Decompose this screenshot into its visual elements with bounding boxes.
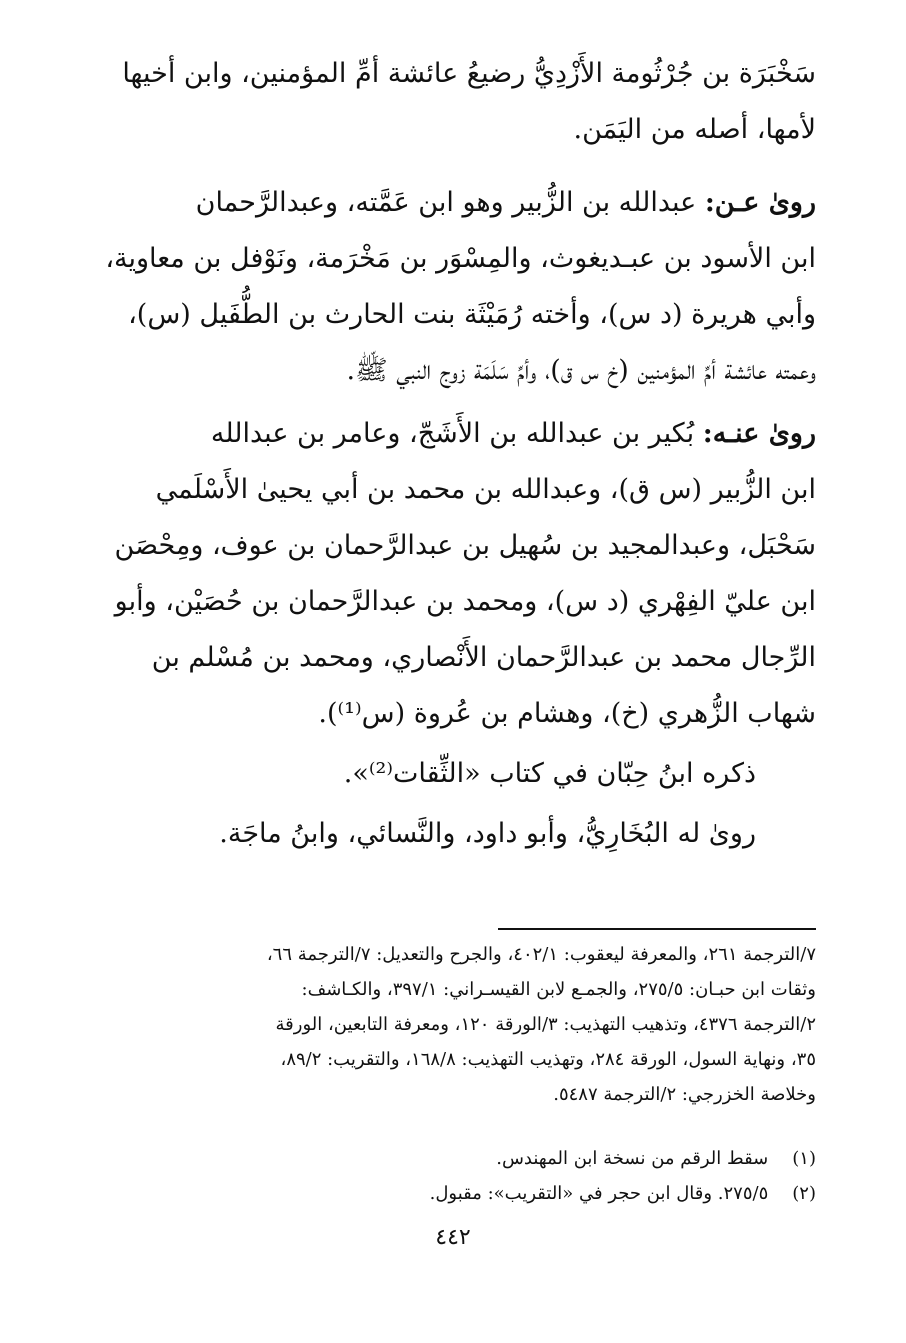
narrated-from-section [86, 175, 816, 399]
text-line: ابن الزُّبير (س ق)، وعبدالله بن محمد بن أبي يحيىٰ الأَسْلَمي [155, 474, 816, 505]
footnote-text: سقط الرقم من نسخة ابن المهندس. [496, 1148, 769, 1169]
text-line: ذكره ابنُ حِبّان في كتاب «الثِّقات⁽²⁾». [343, 758, 756, 789]
footnotes [86, 1141, 816, 1211]
text-segment: بُكير بن عبدالله بن الأَشَجّ، وعامر بن عبدالله [210, 418, 695, 449]
text-line: روىٰ له البُخَارِيُّ، وأبو داود، والنَّسائي، وابنُ ماجَة. [219, 818, 756, 849]
text-line: سَخْبَرَة بن جُرْثُومة الأَزْدِيُّ رضيعُ عائشة أمِّ المؤمنين، وابن أخيها [122, 58, 816, 89]
text-line: ابن عليّ الفِهْري (د س)، ومحمد بن عبدالرَّحمان بن حُصَيْن، وأبو [114, 586, 816, 617]
footnote-line: وخلاصة الخزرجي: ٢/الترجمة ٥٤٨٧. [553, 1084, 816, 1105]
text-line [86, 406, 816, 462]
text-line: الرِّجال محمد بن عبدالرَّحمان الأَنْصاري، ومحمد بن مُسْلم بن [151, 642, 816, 673]
footnote-line: ٢/الترجمة ٤٣٧٦، وتذهيب التهذيب: ٣/الورقة ١٢٠، ومعرفة التابعين، الورقة [275, 1014, 816, 1035]
page-number: ٤٤٢ [435, 1225, 471, 1250]
footnote-divider [498, 928, 816, 930]
footnote-line: وثقات ابن حبـان: ٢٧٥/٥، والجمـع لابن القيسـراني: ٣٩٧/١، والكـاشف: [301, 979, 816, 1000]
mention-paragraph [86, 746, 816, 802]
text-line: لأمها، أصله من اليَمَن. [573, 114, 816, 145]
narrated-for-paragraph [86, 806, 816, 862]
text-line: وعمته عائشة أمِّ المؤمنين (خ س ق)، وأمِّ سَلَمَة زوج النبي ﷺ. [346, 355, 816, 386]
text-line [86, 175, 816, 231]
narrated-by-section [86, 406, 816, 742]
footnote-text: ٢٧٥/٥. وقال ابن حجر في «التقريب»: مقبول. [429, 1183, 769, 1204]
biography-intro [86, 46, 816, 158]
text-line: وأبي هريرة (د س)، وأخته رُمَيْثَة بنت الحارث بن الطُّفَيل (س)، [128, 299, 816, 330]
text-line: شهاب الزُّهري (خ)، وهشام بن عُروة (س⁽¹⁾). [318, 698, 816, 729]
text-line: ابن الأسود بن عبـديغوث، والمِسْوَر بن مَخْرَمة، ونَوْفل بن معاوية، [105, 243, 816, 274]
text-line: سَحْبَل، وعبدالمجيد بن سُهيل بن عبدالرَّحمان بن عوف، ومِحْصَن [114, 530, 816, 561]
footnote-number: (٢) [792, 1183, 816, 1204]
footnote-line: ٧/الترجمة ٢٦١، والمعرفة ليعقوب: ٤٠٢/١، والجرح والتعديل: ٧/الترجمة ٦٦، [266, 944, 816, 965]
section-label: روىٰ عنـه: [702, 418, 816, 449]
footnote-item [86, 1141, 816, 1176]
footnote-sources [86, 937, 816, 1112]
footnote-line: ٣٥، ونهاية السول، الورقة ٢٨٤، وتهذيب التهذيب: ١٦٨/٨، والتقريب: ٨٩/٢، [280, 1049, 816, 1070]
footnote-item [86, 1176, 816, 1211]
footnote-number: (١) [792, 1148, 816, 1169]
text-segment: عبدالله بن الزُّبير وهو ابن عَمَّته، وعبدالرَّحمان [195, 187, 697, 218]
section-label: روىٰ عـن: [704, 187, 816, 218]
